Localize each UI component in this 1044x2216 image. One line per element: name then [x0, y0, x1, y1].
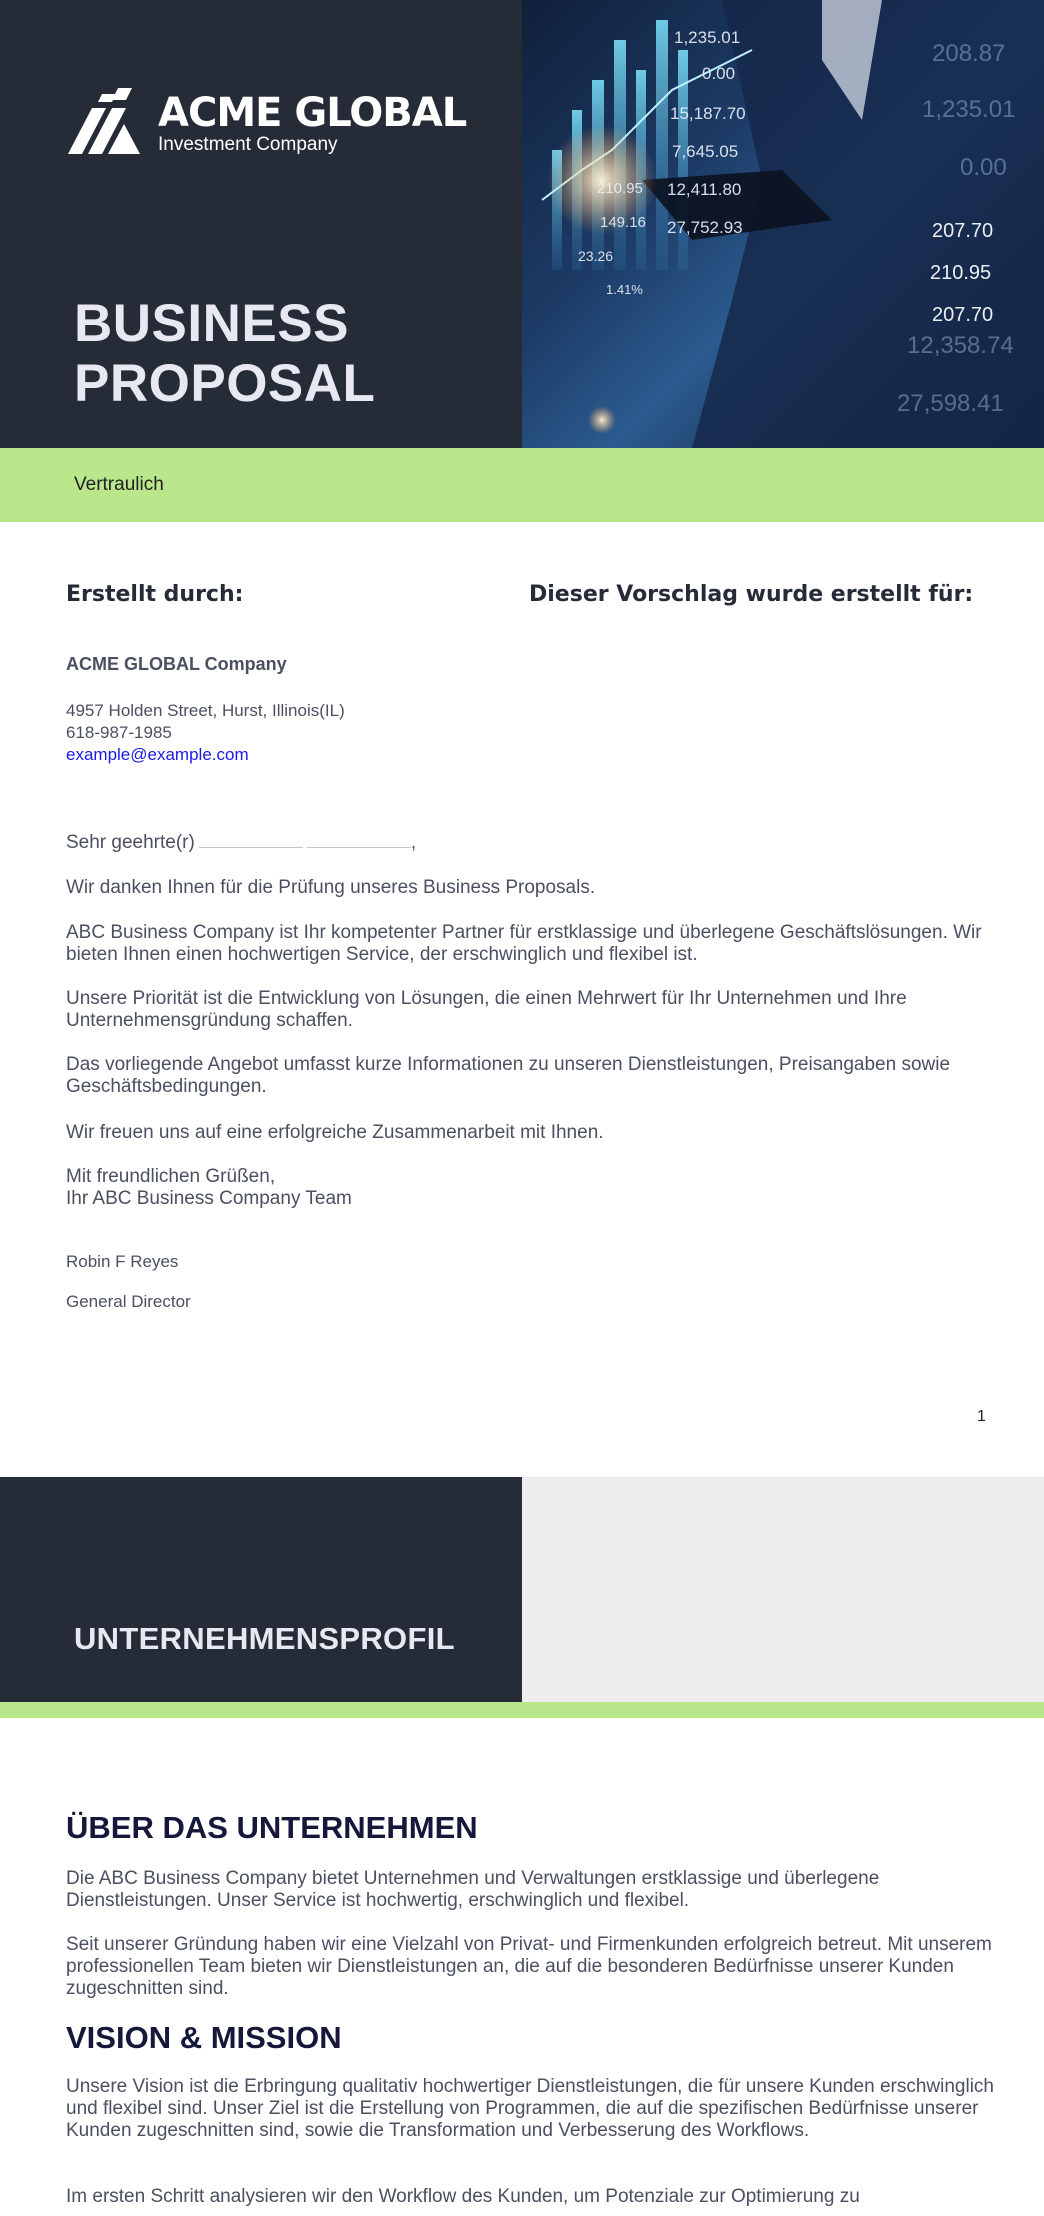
signer-title: General Director: [66, 1292, 191, 1311]
letter-paragraph: Wir danken Ihnen für die Prüfung unseres Business Proposals.: [66, 877, 596, 898]
hologram-number: 7,645.05: [672, 142, 739, 161]
cover-title-line1: BUSINESS: [74, 294, 349, 353]
salutation-end: ,: [410, 832, 417, 853]
company-logo: [68, 88, 467, 160]
closing-line: Mit freundlichen Grüßen,: [66, 1166, 276, 1187]
section-header-light: [522, 1477, 1044, 1702]
salutation-text: Sehr geehrte(r): [66, 832, 195, 853]
recipient-first-name-field[interactable]: [199, 834, 303, 848]
hologram-number: 149.16: [600, 214, 646, 231]
company-phone: 618-987-1985: [66, 723, 172, 742]
company-address: 4957 Holden Street, Hurst, Illinois(IL): [66, 701, 345, 720]
section-header-dark: [0, 1477, 522, 1702]
hologram-number: 1.41%: [606, 282, 643, 297]
logo-title: ACME GLOBAL: [158, 90, 467, 136]
hologram-number: 0.00: [960, 154, 1007, 181]
salutation: [66, 832, 986, 854]
letter-paragraph: Das vorliegende Angebot umfasst kurze Informationen zu unseren Dienstleistungen, Preisangaben sowie Geschäftsbedingungen.: [66, 1054, 951, 1097]
hologram-number: 12,411.80: [667, 180, 742, 199]
letter-closing: [66, 1166, 986, 1210]
hologram-number: 207.70: [932, 220, 994, 242]
company-contact: [66, 700, 345, 766]
cover-photo: [522, 0, 1044, 448]
about-paragraph: Die ABC Business Company bietet Unternehmen und Verwaltungen erstklassige und überlegene Dienstleistungen. Unser Service ist hochwertig, erschwinglich und flexibel.: [66, 1868, 880, 1911]
logo-mark-icon: [68, 88, 142, 154]
company-name: ACME GLOBAL Company: [66, 654, 287, 674]
logo-subtitle: Investment Company: [158, 134, 338, 155]
hologram-number: 12,358.74: [907, 332, 1014, 359]
cover-dark-panel: [0, 0, 522, 448]
hologram-number: 23.26: [578, 248, 614, 264]
recipient-last-name-field[interactable]: [307, 834, 411, 848]
letter-paragraph: ABC Business Company ist Ihr kompetenter Partner für erstklassige und überlegene Geschäftslösungen. Wir bieten Ihnen einen hochwertigen Service, der erschwinglich und flexibel ist.: [66, 922, 982, 965]
hologram-number: 0.00: [702, 64, 736, 83]
hologram-number: 15,187.70: [670, 104, 746, 123]
letter-paragraph: Wir freuen uns auf eine erfolgreiche Zusammenarbeit mit Ihnen.: [66, 1122, 604, 1143]
vision-paragraph: Im ersten Schritt analysieren wir den Workflow des Kunden, um Potenziale zur Optimierung zu: [66, 2186, 860, 2207]
letter-paragraph: Unsere Priorität ist die Entwicklung von Lösungen, die einen Mehrwert für Ihr Unternehmen und Ihre Unternehmensgründung schaffen.: [66, 988, 907, 1031]
confidential-label: Vertraulich: [74, 474, 164, 495]
hologram-number: 27,752.93: [667, 218, 743, 237]
company-email-link[interactable]: example@example.com: [66, 745, 249, 764]
signer-name: Robin F Reyes: [66, 1252, 179, 1271]
section-title: UNTERNEHMENSPROFIL: [74, 1621, 455, 1656]
hologram-number: 207.70: [932, 304, 994, 326]
closing-line: Ihr ABC Business Company Team: [66, 1188, 352, 1209]
cover-title: [74, 294, 375, 414]
cover-title-line2: PROPOSAL: [74, 354, 376, 413]
hologram-number: 210.95: [930, 262, 992, 284]
vision-heading: VISION & MISSION: [66, 2020, 342, 2055]
confidential-bar: [0, 448, 1044, 522]
about-paragraph: Seit unserer Gründung haben wir eine Vielzahl von Privat- und Firmenkunden erfolgreich betreut. Mit unserem professionellen Team bieten wir Dienstleistungen an, die auf die besonderen Bedürfnisse unserer Kunden zugeschnitten sind.: [66, 1934, 992, 1999]
hologram-number: 1,235.01: [922, 96, 1016, 123]
about-heading: ÜBER DAS UNTERNEHMEN: [66, 1810, 478, 1845]
page-number: 1: [977, 1408, 986, 1425]
cover-header: [0, 0, 1044, 448]
hologram-number: 1,235.01: [674, 28, 741, 47]
created-by-heading: Erstellt durch:: [66, 582, 244, 607]
hologram-number: 208.87: [932, 40, 1006, 67]
created-for-heading: Dieser Vorschlag wurde erstellt für:: [529, 582, 974, 607]
section-accent-bar: [0, 1702, 1044, 1718]
hologram-number: 210.95: [597, 180, 643, 197]
hologram-number: 27,598.41: [897, 390, 1004, 417]
vision-paragraph: Unsere Vision ist die Erbringung qualitativ hochwertiger Dienstleistungen, die für unsere Kunden erschwinglich und flexibel sind. Unser Ziel ist die Erstellung von Programmen, die auf die spezifischen Bedürfnisse unserer Kunden zugeschnitten sind, sowie die Transformation und Verbesserung des Workflows.: [66, 2076, 995, 2141]
